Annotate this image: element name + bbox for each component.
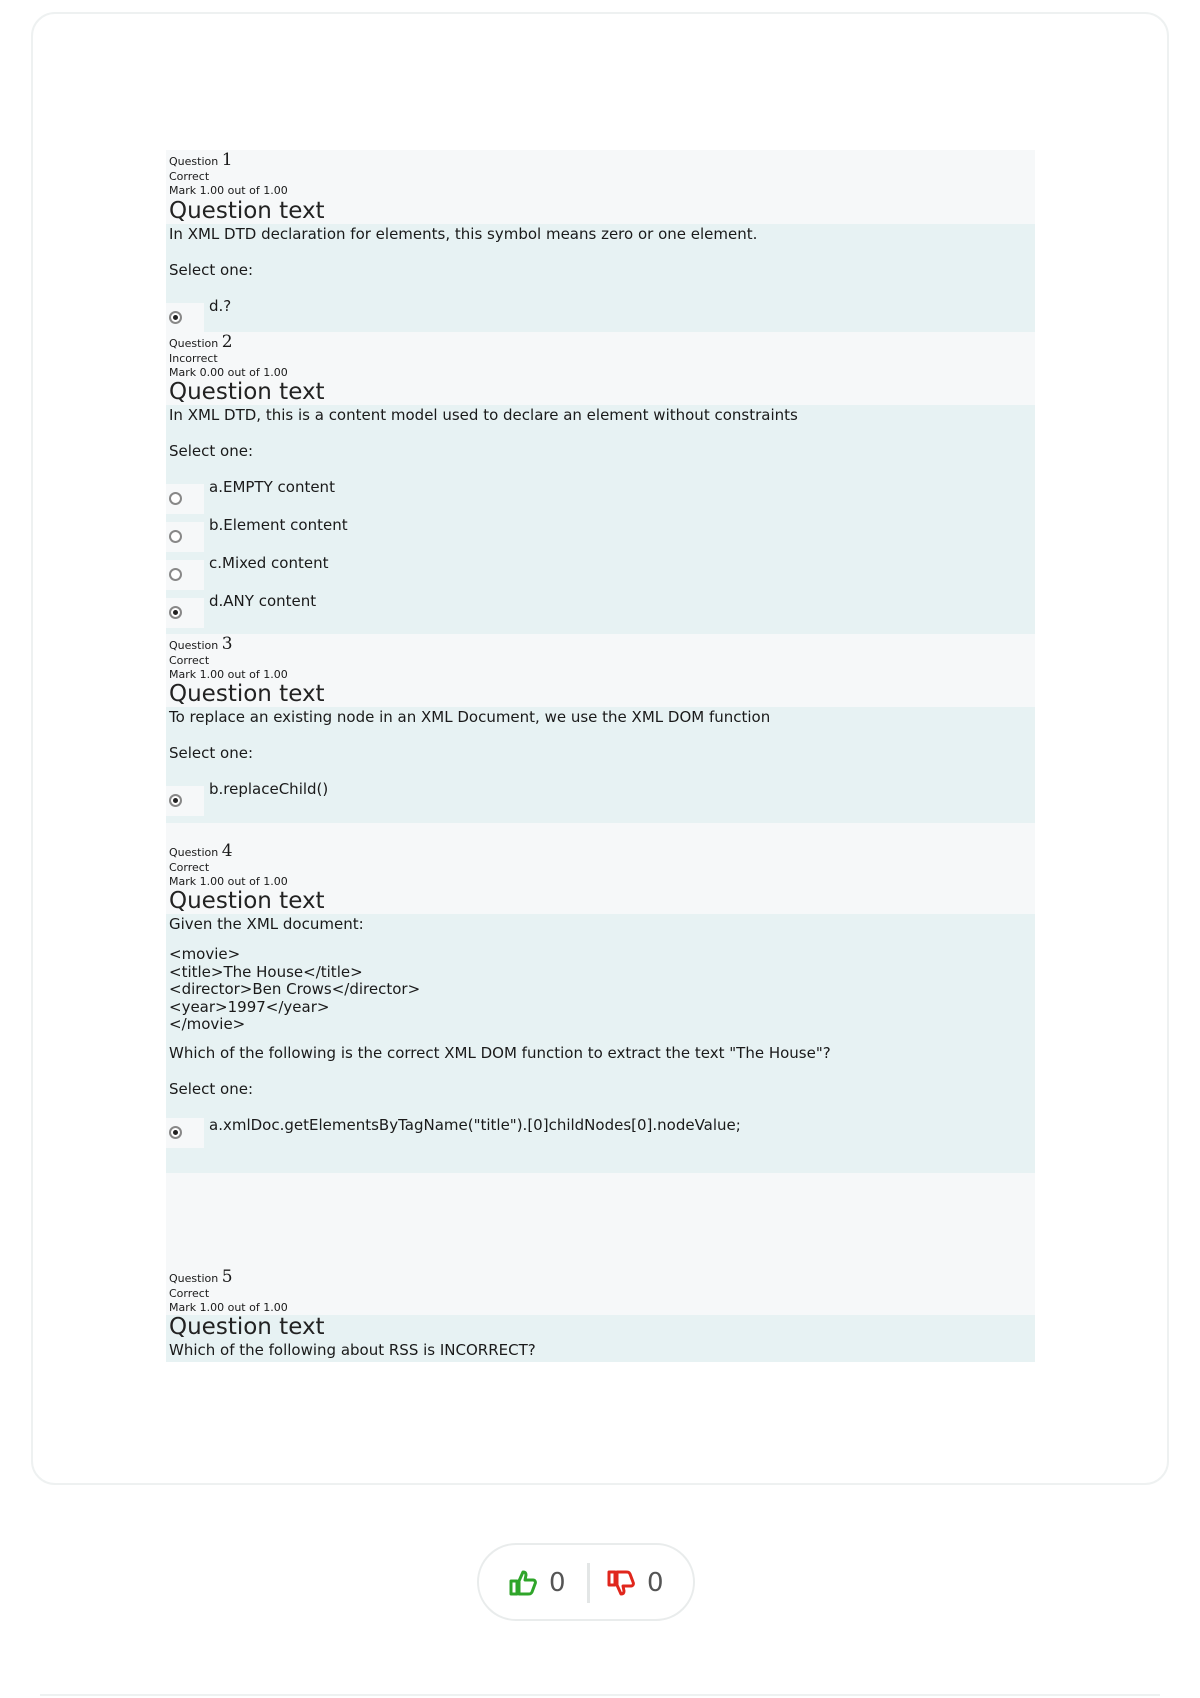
answer-label: a.xmlDoc.getElementsByTagName("title").[0]childNodes[0].nodeValue; <box>209 1115 741 1134</box>
radio-button[interactable] <box>169 794 182 807</box>
question-1-info <box>166 150 1035 198</box>
thumbs-up-icon <box>509 1570 537 1596</box>
radio-button[interactable] <box>169 492 182 505</box>
answer-option[interactable] <box>169 516 1032 554</box>
upvote-button[interactable] <box>509 1565 566 1601</box>
question-grade: Mark 1.00 out of 1.00 <box>169 1301 288 1314</box>
question-text: To replace an existing node in an XML Document, we use the XML DOM function <box>169 708 771 726</box>
question-state: Correct <box>169 170 210 183</box>
select-prompt: Select one: <box>169 442 254 460</box>
question-5-heading: Question 5 <box>169 1267 233 1287</box>
answer-option[interactable] <box>169 780 1032 818</box>
question-2-info <box>166 332 1035 380</box>
answer-option[interactable] <box>169 297 1032 335</box>
question-state: Correct <box>169 654 210 667</box>
thumbs-down-icon <box>607 1570 635 1596</box>
answer-label: b.Element content <box>209 516 348 534</box>
answer-label: d.? <box>209 297 232 315</box>
answer-option[interactable] <box>169 592 1032 630</box>
question-grade: Mark 0.00 out of 1.00 <box>169 366 288 379</box>
question-grade: Mark 1.00 out of 1.00 <box>169 875 288 888</box>
divider <box>40 1694 1160 1696</box>
question-1-content <box>166 224 1035 332</box>
question-number: 4 <box>221 841 233 861</box>
question-text-2: Which of the following is the correct XML DOM function to extract the text "The House"? <box>169 1043 831 1062</box>
question-text: In XML DTD declaration for elements, this symbol means zero or one element. <box>169 225 758 243</box>
question-number: 3 <box>221 634 233 654</box>
select-prompt: Select one: <box>169 1079 254 1098</box>
radio-button[interactable] <box>169 568 182 581</box>
question-grade: Mark 1.00 out of 1.00 <box>169 668 288 681</box>
answer-options <box>169 279 1032 339</box>
question-2-content <box>166 405 1035 634</box>
downvote-button[interactable] <box>607 1565 664 1601</box>
question-state: Incorrect <box>169 352 218 365</box>
xml-code-block: <movie> <title>The House</title> <director>Ben Crows</director> <year>1997</year> </movie> <box>169 945 421 1033</box>
downvote-count: 0 <box>647 1568 664 1598</box>
question-grade: Mark 1.00 out of 1.00 <box>169 184 288 197</box>
quiz-review <box>166 150 1035 1362</box>
vote-separator <box>587 1563 590 1603</box>
question-2-heading: Question 2 <box>169 332 233 352</box>
radio-button[interactable] <box>169 606 182 619</box>
question-text-heading: Question text <box>169 681 325 707</box>
question-number: 5 <box>221 1267 233 1287</box>
answer-label: a.EMPTY content <box>209 478 335 496</box>
question-state: Correct <box>169 861 210 874</box>
radio-button[interactable] <box>169 311 182 324</box>
question-4-info <box>166 823 1035 889</box>
question-1-heading: Question 1 <box>169 150 233 170</box>
question-number: 2 <box>221 332 233 352</box>
question-text: In XML DTD, this is a content model used to declare an element without constraints <box>169 406 798 424</box>
question-4-content <box>166 914 1035 1173</box>
select-prompt: Select one: <box>169 261 254 279</box>
question-3-content <box>166 707 1035 823</box>
question-number: 1 <box>221 150 233 170</box>
question-state: Correct <box>169 1287 210 1300</box>
question-text-heading: Question text <box>169 888 325 914</box>
question-4-heading: Question 4 <box>169 841 233 861</box>
answer-options <box>169 762 1032 822</box>
question-3-info <box>166 634 1035 682</box>
answer-label: c.Mixed content <box>209 554 329 572</box>
answer-label: d.ANY content <box>209 592 317 610</box>
upvote-count: 0 <box>549 1568 566 1598</box>
answer-options <box>169 1098 1032 1158</box>
question-text-heading: Question text <box>169 379 325 405</box>
radio-button[interactable] <box>169 1126 182 1139</box>
question-5-info <box>166 1173 1035 1315</box>
answer-options <box>169 460 1032 634</box>
question-5-content <box>166 1315 1035 1362</box>
select-prompt: Select one: <box>169 744 254 762</box>
question-text-heading: Question text <box>169 198 325 224</box>
vote-widget <box>477 1543 695 1621</box>
question-text: Which of the following about RSS is INCORRECT? <box>169 1341 536 1359</box>
radio-button[interactable] <box>169 530 182 543</box>
answer-option[interactable] <box>169 478 1032 516</box>
answer-option[interactable] <box>169 554 1032 592</box>
question-3-heading: Question 3 <box>169 634 233 654</box>
question-text-heading: Question text <box>169 1314 325 1340</box>
answer-label: b.replaceChild() <box>209 780 329 798</box>
answer-option[interactable] <box>169 1116 1032 1154</box>
question-text: Given the XML document: <box>169 915 364 933</box>
